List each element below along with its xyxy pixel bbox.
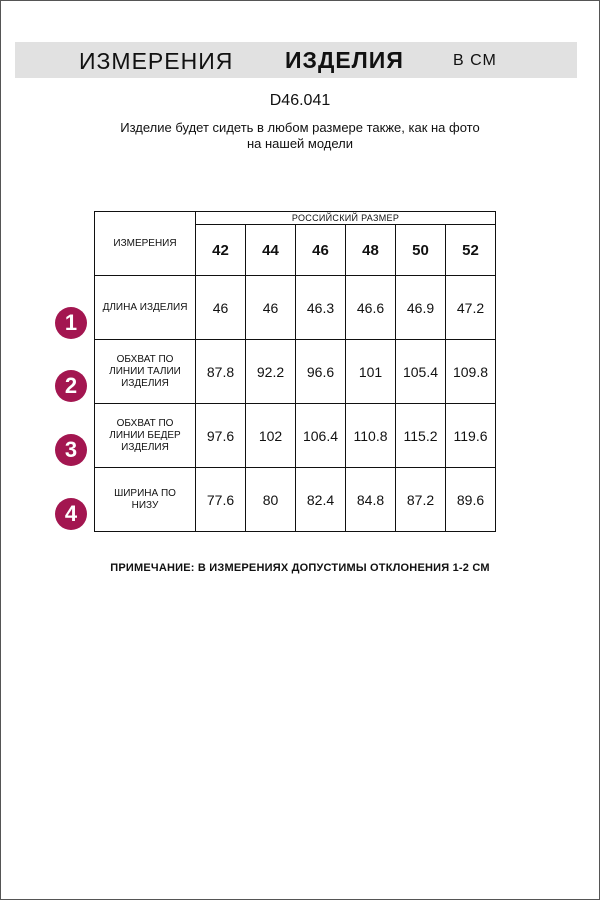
row-label-length <box>95 276 196 340</box>
value-cell: 47.2 <box>446 276 496 340</box>
size-44: 44 <box>246 225 296 276</box>
value-cell: 119.6 <box>446 404 496 468</box>
value-cell: 105.4 <box>396 340 446 404</box>
value-cell: 115.2 <box>396 404 446 468</box>
table-row <box>95 468 496 532</box>
title-banner <box>15 42 577 78</box>
title-product: ИЗДЕЛИЯ <box>285 47 404 73</box>
row-label-line: ИЗДЕЛИЯ <box>121 441 169 453</box>
fit-note <box>0 120 600 152</box>
value-cell: 84.8 <box>346 468 396 532</box>
size-48: 48 <box>346 225 396 276</box>
value-cell: 97.6 <box>196 404 246 468</box>
row-label-line: ЛИНИИ БЕДЕР <box>109 429 181 441</box>
value-cell: 46.9 <box>396 276 446 340</box>
value-cell: 109.8 <box>446 340 496 404</box>
value-cell: 92.2 <box>246 340 296 404</box>
number-badge-2: 2 <box>55 370 87 402</box>
row-label-line: ОБХВАТ ПО <box>116 353 174 365</box>
value-cell: 102 <box>246 404 296 468</box>
value-cell: 87.8 <box>196 340 246 404</box>
size-group-header: РОССИЙСКИЙ РАЗМЕР <box>196 212 496 225</box>
size-42: 42 <box>196 225 246 276</box>
table-row <box>95 404 496 468</box>
tolerance-footnote: ПРИМЕЧАНИЕ: В ИЗМЕРЕНИЯХ ДОПУСТИМЫ ОТКЛОНЕНИЯ 1-2 СМ <box>110 562 490 574</box>
fit-note-line-1: Изделие будет сидеть в любом размере также, как на фото <box>120 120 480 135</box>
row-label-line: ШИРИНА ПО <box>114 487 176 499</box>
number-badge-1: 1 <box>55 307 87 339</box>
value-cell: 96.6 <box>296 340 346 404</box>
row-label-line: НИЗУ <box>131 499 159 511</box>
value-cell: 46.3 <box>296 276 346 340</box>
value-cell: 82.4 <box>296 468 346 532</box>
value-cell: 46 <box>196 276 246 340</box>
row-label-waist <box>95 340 196 404</box>
value-cell: 89.6 <box>446 468 496 532</box>
value-cell: 110.8 <box>346 404 396 468</box>
title-measurements: ИЗМЕРЕНИЯ <box>79 48 234 74</box>
table-header-row <box>95 212 496 225</box>
value-cell: 87.2 <box>396 468 446 532</box>
value-cell: 80 <box>246 468 296 532</box>
value-cell: 101 <box>346 340 396 404</box>
size-50: 50 <box>396 225 446 276</box>
number-badge-4: 4 <box>55 498 87 530</box>
size-table <box>94 211 496 532</box>
measure-header: ИЗМЕРЕНИЯ <box>95 212 196 276</box>
value-cell: 46 <box>246 276 296 340</box>
table-row <box>95 340 496 404</box>
row-label-line: ЛИНИИ ТАЛИИ <box>109 365 181 377</box>
fit-note-line-2: на нашей модели <box>246 136 354 151</box>
row-label-hem-width <box>95 468 196 532</box>
number-badge-3: 3 <box>55 434 87 466</box>
row-label-line: ИЗДЕЛИЯ <box>121 377 169 389</box>
row-label-line: ОБХВАТ ПО <box>116 417 174 429</box>
value-cell: 106.4 <box>296 404 346 468</box>
title-unit: В СМ <box>453 52 497 69</box>
product-code: D46.041 <box>269 92 331 109</box>
table-row <box>95 276 496 340</box>
value-cell: 77.6 <box>196 468 246 532</box>
row-label-hips <box>95 404 196 468</box>
size-46: 46 <box>296 225 346 276</box>
row-label-line: ДЛИНА ИЗДЕЛИЯ <box>102 301 188 313</box>
size-52: 52 <box>446 225 496 276</box>
value-cell: 46.6 <box>346 276 396 340</box>
